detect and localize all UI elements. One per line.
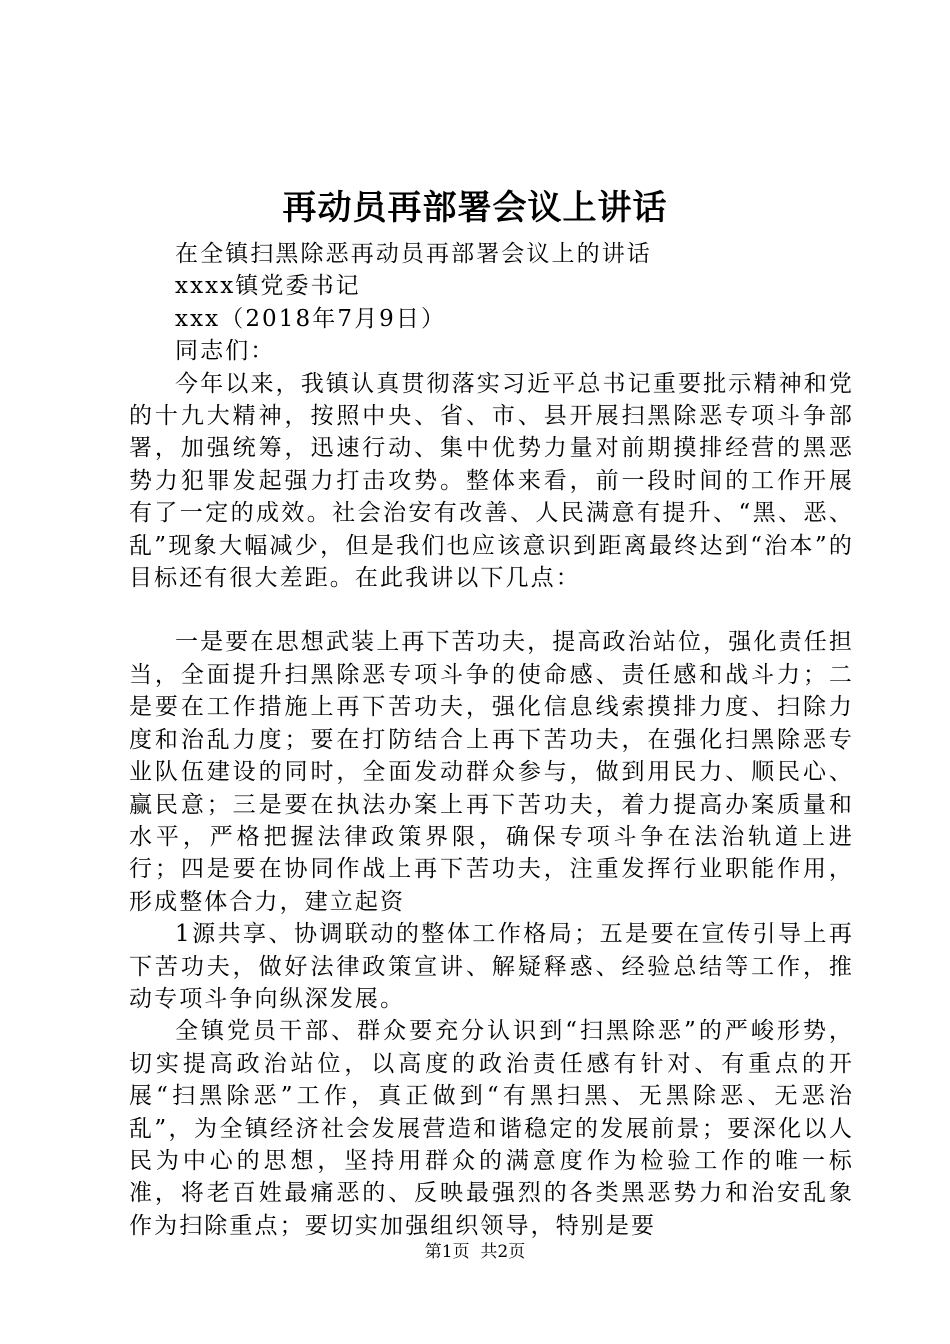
paragraph-intro: 今年以来，我镇认真贯彻落实习近平总书记重要批示精神和党的十九大精神，按照中央、省、市、县开展扫黑除恶专项斗争部署，加强统筹，迅速行动、集中优势力量对前期摸排经营的黑恶势力犯罪发起强力打击攻势。整体来看，前一段时间的工作开展有了一定的成效。社会治安有改善、人民满意有提升、“黑、恶、乱”现象大幅减少，但是我们也应该意识到距离最终达到“治本”的目标还有很大差距。在此我讲以下几点： bbox=[129, 370, 854, 592]
speaker-name-date: xxx（2018年7月9日） bbox=[175, 305, 447, 332]
salutation: 同志们： bbox=[175, 338, 276, 365]
document-body bbox=[129, 238, 854, 1242]
paragraph-requirements: 全镇党员干部、群众要充分认识到“扫黑除恶”的严峻形势，切实提高政治站位，以高度的政治责任感有针对、有重点的开展“扫黑除恶”工作，真正做到“有黑扫黑、无黑除恶、无恶治乱”，为全镇经济社会发展营造和谐稳定的发展前景；要深化以人民为中心的思想，坚持用群众的满意度作为检验工作的唯一标准，将老百姓最痛恶的、反映最强烈的各类黑恶势力和治安乱象作为扫除重点；要切实加强组织领导，特别是要 bbox=[129, 1018, 854, 1239]
document-title: 再动员再部署会议上讲话 bbox=[282, 188, 668, 228]
speaker-position: xxxx镇党委书记 bbox=[175, 273, 361, 300]
paragraph-points: 一是要在思想武装上再下苦功夫，提高政治站位，强化责任担当，全面提升扫黑除恶专项斗争的使命感、责任感和战斗力；二是要在工作措施上再下苦功夫，强化信息线索摸排力度、扫除力度和治乱力度；要在打防结合上再下苦功夫，在强化扫黑除恶专业队伍建设的同时，全面发动群众参与，做到用民力、顺民心、赢民意；三是要在执法办案上再下苦功夫，着力提高办案质量和水平，严格把握法律政策界限，确保专项斗争在法治轨道上进行；四是要在协同作战上再下苦功夫，注重发挥行业职能作用，形成整体合力，建立起资 bbox=[129, 629, 854, 915]
speech-subtitle: 在全镇扫黑除恶再动员再部署会议上的讲话 bbox=[175, 241, 652, 267]
page-number-label: 第1页 共2页 bbox=[424, 1242, 526, 1262]
paragraph-points-continued: 1源共享、协调联动的整体工作格局；五是要在宣传引导上再下苦功夫，做好法律政策宣讲、解疑释惑、经验总结等工作，推动专项斗争向纵深发展。 bbox=[129, 921, 854, 1012]
page-number-footer bbox=[0, 1240, 950, 1264]
